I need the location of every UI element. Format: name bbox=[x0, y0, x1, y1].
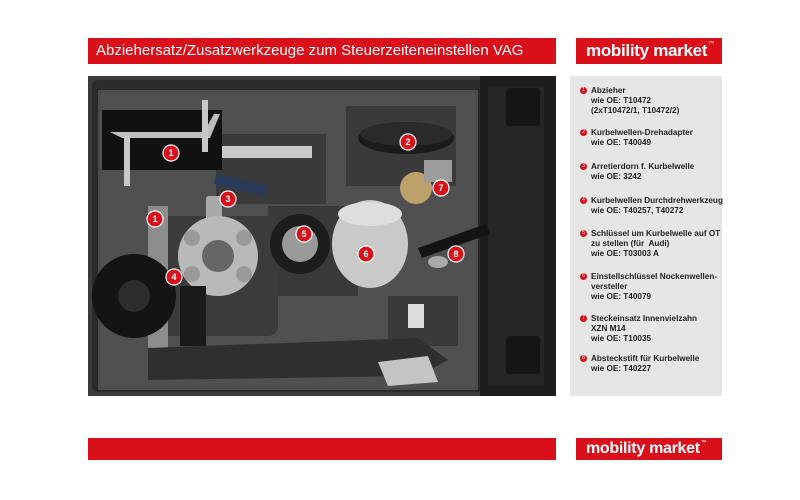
tool-case-illustration bbox=[88, 76, 556, 396]
parts-legend bbox=[570, 76, 722, 396]
marker-1b-label: 1 bbox=[152, 214, 158, 224]
footer-bar bbox=[88, 438, 556, 460]
item-text: Einstellschlüssel Nockenwellen- versteller wie OE: T40079 bbox=[591, 272, 718, 301]
item-text: Kurbelwellen Durchdrehwerkzeug wie OE: T40257, T40272 bbox=[591, 196, 723, 215]
item-number: 4 bbox=[580, 197, 587, 204]
item-text: Schlüssel um Kurbelwelle auf OT zu stellen (für Audi) wie OE: T03003 A bbox=[591, 229, 721, 258]
marker-7-label: 7 bbox=[438, 183, 444, 193]
marker-4-label: 4 bbox=[171, 272, 177, 282]
item-number: 6 bbox=[580, 273, 587, 280]
page-title: Abziehersatz/Zusatzwerkzeuge zum Steuerzeiteneinstellen VAG bbox=[96, 42, 524, 59]
brand-name: mobility market bbox=[586, 41, 708, 60]
item-text: Kurbelwellen-Drehadapter wie OE: T40049 bbox=[591, 128, 693, 147]
marker-8-label: 8 bbox=[453, 249, 459, 259]
product-photo bbox=[88, 76, 556, 396]
marker-2-label: 2 bbox=[405, 137, 411, 147]
item-text: Steckeinsatz Innenvielzahn XZN M14 wie OE: T10035 bbox=[591, 314, 698, 343]
title-bar bbox=[88, 38, 556, 64]
marker-6-label: 6 bbox=[363, 249, 369, 259]
item-number: 8 bbox=[580, 355, 587, 362]
footer-brand-name: mobility market bbox=[586, 440, 700, 457]
item-number: 1 bbox=[580, 87, 587, 94]
item-number: 5 bbox=[580, 230, 587, 237]
item-text: Abzieher wie OE: T10472 (2xT10472/1, T10472/2) bbox=[591, 86, 680, 115]
item-number: 7 bbox=[580, 315, 587, 322]
item-number: 2 bbox=[580, 129, 587, 136]
item-text: Absteckstift für Kurbelwelle wie OE: T40227 bbox=[591, 354, 700, 373]
brand-tm: ™ bbox=[708, 41, 714, 47]
footer-brand-tm: ™ bbox=[700, 440, 707, 446]
brand-logo bbox=[576, 38, 722, 64]
item-text: Arretierdorn f. Kurbelwelle wie OE: 3242 bbox=[591, 162, 695, 181]
footer-brand-logo bbox=[576, 438, 722, 460]
item-number: 3 bbox=[580, 163, 587, 170]
marker-5-label: 5 bbox=[301, 229, 307, 239]
marker-1a-label: 1 bbox=[168, 148, 174, 158]
marker-3-label: 3 bbox=[225, 194, 231, 204]
